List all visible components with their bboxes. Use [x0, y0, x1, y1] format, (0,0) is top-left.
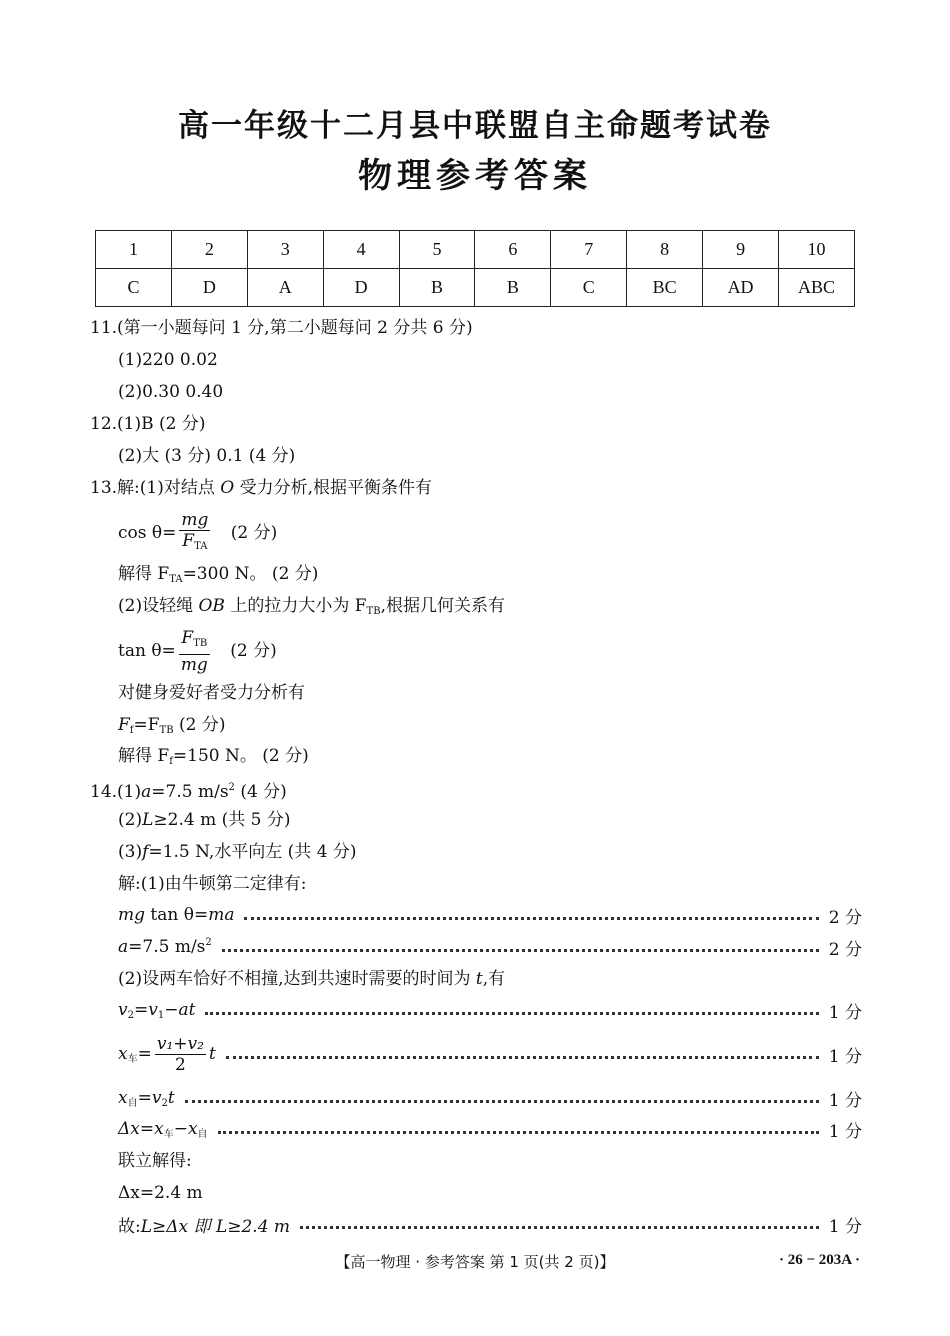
q11-header	[90, 317, 473, 339]
step-formula	[118, 1088, 175, 1109]
cos-label: cos θ=	[118, 523, 177, 543]
text: =	[137, 1087, 152, 1108]
text: (2)	[118, 810, 143, 830]
var: a	[141, 782, 152, 802]
subscript: 车	[127, 1053, 138, 1065]
answer-table	[95, 230, 855, 307]
question-number-cell: 5	[399, 231, 475, 269]
q11-label: 11.	[90, 318, 118, 338]
text: (3)	[118, 842, 143, 862]
text: =1.5 N,水平向左 (共 4 分)	[148, 842, 357, 862]
text: =150 N。 (2 分)	[172, 746, 309, 766]
answer-cell: A	[247, 269, 323, 307]
question-number-cell: 1	[96, 231, 172, 269]
var: t	[475, 969, 483, 989]
rope-ob: OB	[198, 596, 225, 616]
text: 解得 F	[118, 746, 170, 766]
text: mg	[118, 905, 146, 925]
text: (2 分)	[173, 715, 226, 735]
q13-ff-equation	[118, 714, 225, 742]
answer-table-answer-row	[96, 269, 855, 307]
q13-cos-equation	[118, 510, 277, 557]
points-note: (2 分)	[230, 523, 278, 543]
points-note: (2 分)	[230, 641, 277, 661]
step-formula	[118, 1000, 195, 1021]
car-fraction	[155, 1034, 206, 1075]
text: F	[118, 715, 130, 735]
q12-part2: (2)大 (3 分) 0.1 (4 分)	[118, 446, 296, 466]
subscript: 1	[157, 1009, 165, 1021]
q14-delta-x-result: Δx=2.4 m	[118, 1183, 203, 1203]
q14-step-accel	[118, 936, 862, 958]
subscript: TA	[169, 574, 183, 585]
dot-leader	[300, 1226, 819, 1229]
question-number-cell: 6	[475, 231, 551, 269]
document-code: · 26 − 203A ·	[778, 1252, 860, 1268]
q14-answer2	[118, 809, 291, 831]
force-symbol: F	[181, 628, 194, 648]
text: =	[133, 999, 149, 1020]
q13-intro-text-2: 受力分析,根据平衡条件有	[234, 478, 433, 498]
text: (4 分)	[234, 782, 287, 802]
text: (2)设轻绳	[118, 596, 199, 616]
text: =7.5 m/s	[151, 782, 229, 802]
answer-cell: C	[551, 269, 627, 307]
subscript: TB	[159, 725, 174, 736]
answer-cell: ABC	[779, 269, 855, 307]
subscript: 2	[161, 1097, 168, 1109]
text: 故:	[118, 1216, 141, 1237]
q12-part1: (1)B (2 分)	[117, 414, 206, 434]
answer-cell: B	[475, 269, 551, 307]
answer-key-title: 物理参考答案	[358, 156, 592, 196]
fraction-denominator: mg	[180, 655, 208, 675]
dot-leader	[205, 1012, 818, 1015]
var: f	[142, 842, 149, 862]
subscript: 车	[163, 1128, 174, 1140]
step-formula	[118, 1119, 208, 1140]
q14-step-velocity	[118, 999, 862, 1021]
text: t	[208, 1043, 216, 1064]
q14-step-bike-displacement	[118, 1087, 862, 1109]
dot-leader	[222, 949, 819, 952]
q13-result-ff	[118, 745, 309, 773]
text: ma	[208, 905, 235, 925]
cos-fraction	[179, 510, 210, 557]
q13-part2-intro	[118, 595, 505, 623]
step-formula	[118, 1034, 216, 1075]
q14-step-conclusion	[118, 1213, 862, 1235]
q14-answer1	[90, 777, 287, 803]
step-points: 1 分	[828, 1216, 862, 1237]
fraction-numerator: v₁+v₂	[156, 1033, 204, 1054]
text: 解得 F	[118, 564, 170, 584]
answer-cell: D	[171, 269, 247, 307]
dot-leader	[185, 1100, 819, 1103]
exam-title: 高一年级十二月县中联盟自主命题考试卷	[178, 108, 772, 144]
answer-cell: B	[399, 269, 475, 307]
question-number-cell: 3	[247, 231, 323, 269]
tan-label: tan θ=	[118, 641, 176, 661]
text: (2)设两车恰好不相撞,达到共速时需要的时间为	[118, 969, 476, 989]
fraction-numerator	[179, 628, 210, 655]
dot-leader	[218, 1131, 819, 1134]
fraction-denominator	[179, 531, 210, 557]
question-number-cell: 10	[779, 231, 855, 269]
question-number-cell: 9	[703, 231, 779, 269]
tan-fraction	[179, 628, 210, 675]
q14-answer3	[118, 841, 357, 863]
q14-solution-intro: 解:(1)由牛顿第二定律有:	[118, 874, 307, 894]
q12-part1-line	[90, 413, 206, 435]
text: 上的拉力大小为 F	[224, 596, 367, 616]
superscript: 2	[205, 937, 212, 948]
answer-cell: BC	[627, 269, 703, 307]
subscript: TB	[193, 638, 208, 649]
var: L	[142, 810, 154, 830]
text: −x	[173, 1118, 198, 1139]
text: ≥2.4 m (共 5 分)	[153, 810, 291, 830]
q13-label: 13.	[90, 478, 118, 498]
step-points: 1 分	[828, 1046, 862, 1067]
answer-cell: D	[323, 269, 399, 307]
q13-result-fta	[118, 563, 318, 591]
question-number-cell: 8	[627, 231, 703, 269]
q11-part1: (1)220 0.02	[118, 350, 218, 370]
fraction-numerator: mg	[181, 510, 209, 530]
text: x	[118, 1043, 128, 1064]
text: =7.5 m/s	[128, 937, 206, 957]
q11-part2: (2)0.30 0.40	[118, 382, 224, 402]
q14-step-car-displacement	[118, 1032, 862, 1076]
text: v	[118, 999, 128, 1020]
text: ,有	[482, 969, 506, 989]
question-number-cell: 4	[323, 231, 399, 269]
text: L≥Δx 即 L≥2.4 m	[140, 1216, 291, 1237]
step-formula	[118, 937, 212, 957]
question-number-cell: 7	[551, 231, 627, 269]
text: a	[118, 937, 129, 957]
text: (1)	[117, 782, 142, 802]
question-number-cell: 2	[171, 231, 247, 269]
text: v	[151, 1087, 162, 1108]
text: v	[148, 999, 158, 1020]
q12-label: 12.	[90, 414, 118, 434]
q14-label: 14.	[90, 782, 118, 802]
text: t	[167, 1087, 175, 1108]
text: x	[118, 1087, 128, 1108]
step-points: 2 分	[828, 939, 862, 960]
step-formula	[118, 1212, 290, 1237]
text: Δx=x	[118, 1118, 164, 1139]
answer-table-number-row	[96, 231, 855, 269]
subscript: TA	[194, 541, 208, 552]
subscript: 2	[127, 1009, 134, 1021]
text: ,根据几何关系有	[380, 596, 505, 616]
subscript: TB	[366, 606, 381, 617]
text: =F	[133, 715, 160, 735]
superscript: 2	[228, 782, 235, 793]
text: =300 N。 (2 分)	[182, 564, 319, 584]
page-footer: 【高一物理 · 参考答案 第 1 页(共 2 页)】	[335, 1253, 615, 1271]
dot-leader	[244, 917, 818, 920]
subscript: 自	[127, 1097, 138, 1109]
dot-leader	[226, 1056, 819, 1059]
step-points: 1 分	[828, 1002, 862, 1023]
subscript: 自	[197, 1128, 208, 1140]
fraction-denominator: 2	[174, 1054, 186, 1075]
step-formula	[118, 905, 234, 925]
step-points: 1 分	[828, 1121, 862, 1142]
q14-step-newton	[118, 904, 862, 926]
q13-force-analysis: 对健身爱好者受力分析有	[118, 683, 305, 703]
q14-combine: 联立解得:	[118, 1151, 192, 1171]
answer-cell: AD	[703, 269, 779, 307]
q14-step-delta-x	[118, 1118, 862, 1140]
q11-scoring-note: (第一小题每问 1 分,第二小题每问 2 分共 6 分)	[117, 318, 473, 338]
subscript: f	[169, 756, 173, 767]
text: =	[137, 1043, 152, 1064]
step-points: 1 分	[828, 1090, 862, 1111]
q13-intro	[90, 477, 432, 499]
q13-point-o: O	[220, 478, 235, 498]
text: tan θ=	[145, 905, 209, 925]
answer-cell: C	[96, 269, 172, 307]
q13-intro-text: 解:(1)对结点	[117, 478, 221, 498]
force-symbol: F	[182, 531, 195, 551]
step-points: 2 分	[828, 907, 862, 928]
text: −at	[164, 999, 196, 1020]
subscript: f	[129, 725, 134, 736]
q13-tan-equation	[118, 628, 277, 675]
q14-part2-intro	[118, 968, 505, 990]
